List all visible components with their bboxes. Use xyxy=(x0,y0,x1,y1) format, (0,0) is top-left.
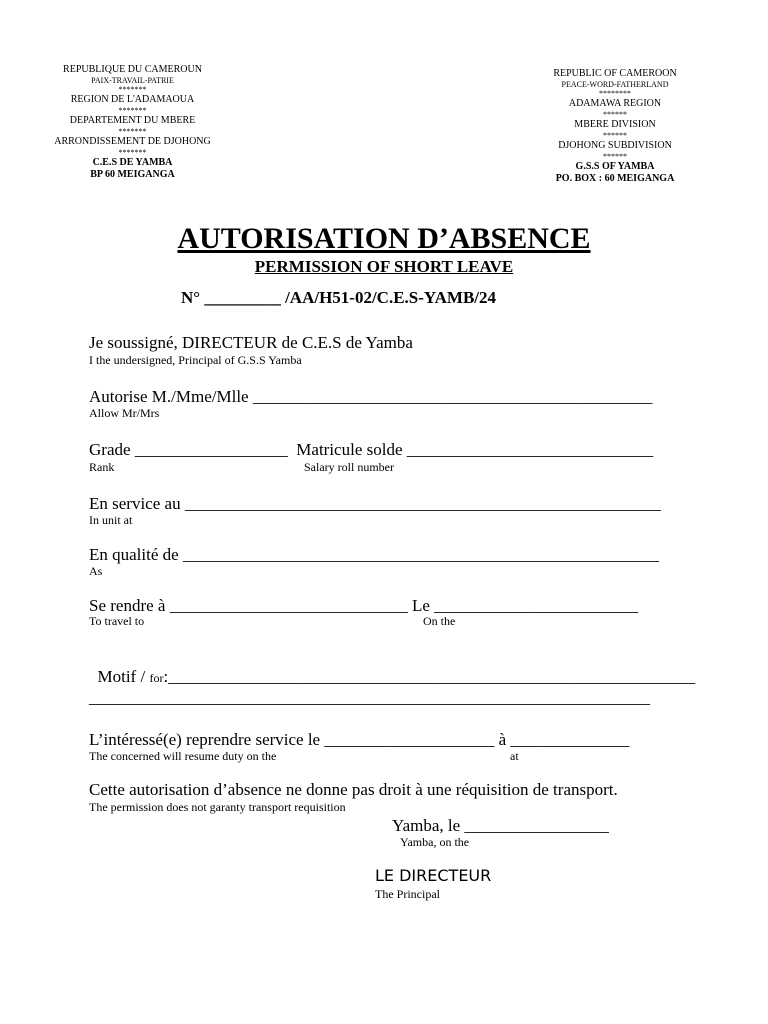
on-the-label-en: On the xyxy=(423,614,456,628)
header-left-motto: PAIX-TRAVAIL-PATRIE xyxy=(91,76,174,85)
travel-label-en: To travel to xyxy=(89,614,145,628)
grade-field-fr[interactable]: Grade __________________ Matricule solde _____________________________ xyxy=(89,440,654,459)
principal-label: The Principal xyxy=(375,887,440,901)
allow-field-fr[interactable]: Autorise M./Mme/Mlle _______________________________________________ xyxy=(89,387,653,406)
header-right-region: ADAMAWA REGION xyxy=(568,98,662,109)
header-left-line1: REPUBLIQUE DU CAMEROUN xyxy=(63,64,202,75)
service-label-en: In unit at xyxy=(89,513,133,527)
motif-label-fr: Motif / xyxy=(97,667,150,686)
motif-label-en: for xyxy=(149,671,164,685)
header-right-sep: ****** xyxy=(603,131,627,140)
resume-field-fr[interactable]: L’intéressé(e) reprendre service le ____________________ à ______________ xyxy=(89,730,630,749)
header-left xyxy=(40,64,225,181)
header-left-school: C.E.S DE YAMBA xyxy=(92,157,173,168)
document-subtitle: PERMISSION OF SHORT LEAVE xyxy=(254,257,514,276)
travel-field-fr[interactable]: Se rendre à ____________________________ Le ________________________ xyxy=(89,596,639,615)
as-field-fr[interactable]: En qualité de ________________________________________________________ xyxy=(89,545,659,564)
header-left-department: DEPARTEMENT DU MBERE xyxy=(69,115,196,126)
header-right-subdivision: DJOHONG SUBDIVISION xyxy=(558,140,672,151)
header-right-line1: REPUBLIC OF CAMEROON xyxy=(553,68,677,79)
allow-field-en: Allow Mr/Mrs xyxy=(89,406,160,420)
header-left-region: REGION DE L'ADAMAOUA xyxy=(70,94,195,105)
rank-label-en: Rank xyxy=(89,460,115,474)
undersigned-fr: Je soussigné, DIRECTEUR de C.E.S de Yamba xyxy=(89,333,413,352)
motif-field[interactable] xyxy=(89,647,695,687)
header-right-division: MBERE DIVISION xyxy=(574,119,656,130)
header-left-sep: ******* xyxy=(118,106,147,115)
header-left-bp: BP 60 MEIGANGA xyxy=(90,169,175,180)
transport-notice-en: The permission does not garanty transport requisition xyxy=(89,800,346,814)
reference-number: N° _________ /AA/H51-02/C.E.S-YAMB/24 xyxy=(181,288,497,307)
document-title: AUTORISATION D’ABSENCE xyxy=(177,222,591,255)
service-field-fr[interactable]: En service au ________________________________________________________ xyxy=(89,494,661,513)
at-label-en: at xyxy=(510,749,519,763)
header-right-motto: PEACE-WORD-FATHERLAND xyxy=(561,80,669,89)
header-right-sep: ****** xyxy=(603,110,627,119)
motif-line: :______________________________________________________________ xyxy=(163,667,696,686)
header-right-sep: ******** xyxy=(599,89,631,98)
as-label-en: As xyxy=(89,564,103,578)
header-right-pobox: PO. BOX : 60 MEIGANGA xyxy=(555,173,675,184)
header-left-sep: ******* xyxy=(118,148,147,157)
header-left-sep: ******* xyxy=(118,85,147,94)
header-right-sep: ****** xyxy=(603,152,627,161)
header-left-arrondissement: ARRONDISSEMENT DE DJOHONG xyxy=(54,136,211,147)
header-left-sep: ******* xyxy=(118,127,147,136)
director-title: LE DIRECTEUR xyxy=(375,866,492,885)
yamba-date-field[interactable]: Yamba, le _________________ xyxy=(392,816,609,835)
header-right xyxy=(520,68,710,185)
resume-label-en: The concerned will resume duty on the xyxy=(89,749,277,763)
header-right-school: G.S.S OF YAMBA xyxy=(575,161,655,172)
undersigned-en: I the undersigned, Principal of G.S.S Yamba xyxy=(89,353,302,367)
motif-second-line[interactable]: __________________________________________________________________ xyxy=(89,688,650,707)
transport-notice-fr: Cette autorisation d’absence ne donne pas droit à une réquisition de transport. xyxy=(89,780,618,799)
salary-roll-label-en: Salary roll number xyxy=(304,460,394,474)
yamba-date-label-en: Yamba, on the xyxy=(400,835,470,849)
